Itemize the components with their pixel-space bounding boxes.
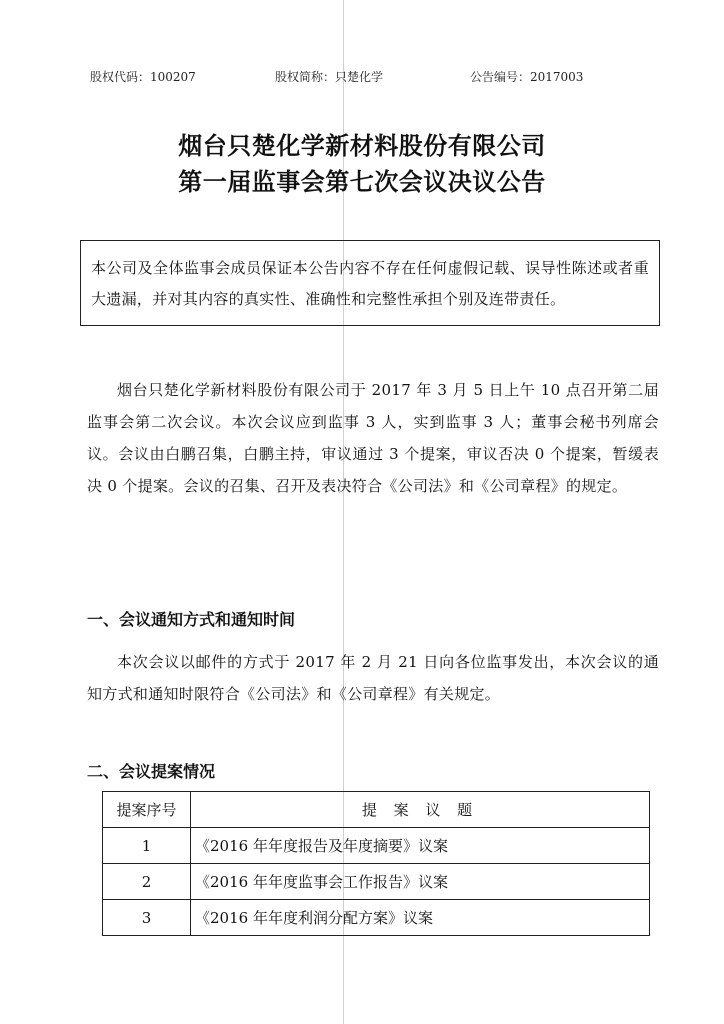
stock-code: 股权代码：100207 — [90, 70, 196, 84]
table-row — [103, 864, 650, 900]
table-row — [103, 828, 650, 864]
disclaimer-box: 本公司及全体监事会成员保证本公告内容不存在任何虚假记载、误导性陈述或者重大遗漏，并对其内容的真实性、准确性和完整性承担个别及连带责任。 — [80, 240, 660, 326]
motion-number: 2 — [103, 864, 191, 900]
section-1-body: 本次会议以邮件的方式于 2017 年 2 月 21 日向各位监事发出，本次会议的通知方式和通知时限符合《公司法》和《公司章程》有关规定。 — [87, 653, 659, 703]
notice-number: 公告编号：2017003 — [470, 70, 584, 84]
stock-abbreviation: 股权简称：只楚化学 — [275, 70, 384, 84]
section-1-heading: 一、会议通知方式和通知时间 — [87, 610, 296, 629]
table-row — [103, 900, 650, 936]
motion-title: 《2016 年年度利润分配方案》议案 — [191, 900, 650, 936]
motion-number: 1 — [103, 828, 191, 864]
section-2-heading: 二、会议提案情况 — [87, 762, 216, 781]
title-line-1: 烟台只楚化学新材料股份有限公司 — [178, 132, 546, 160]
motion-title: 《2016 年年度监事会工作报告》议案 — [191, 864, 650, 900]
document-title — [0, 128, 724, 200]
motion-number: 3 — [103, 900, 191, 936]
motions-table — [102, 791, 650, 936]
column-header-title: 提 案 议 题 — [191, 792, 650, 828]
intro-paragraph: 烟台只楚化学新材料股份有限公司于 2017 年 3 月 5 日上午 10 点召开第二届监事会第二次会议。本次会议应到监事 3 人，实到监事 3 人；董事会秘书列席会议。会议由白鹏召集，白鹏主持，审议通过 3 个提案，审议否决 0 个提案，暂缓表决 0 个提案。会议的召集、召开及表决符合《公司法》和《公司章程》的规定。 — [87, 381, 659, 495]
motion-title: 《2016 年年度报告及年度摘要》议案 — [191, 828, 650, 864]
table-header-row — [103, 792, 650, 828]
column-header-number: 提案序号 — [103, 792, 191, 828]
title-line-2: 第一届监事会第七次会议决议公告 — [178, 168, 546, 196]
